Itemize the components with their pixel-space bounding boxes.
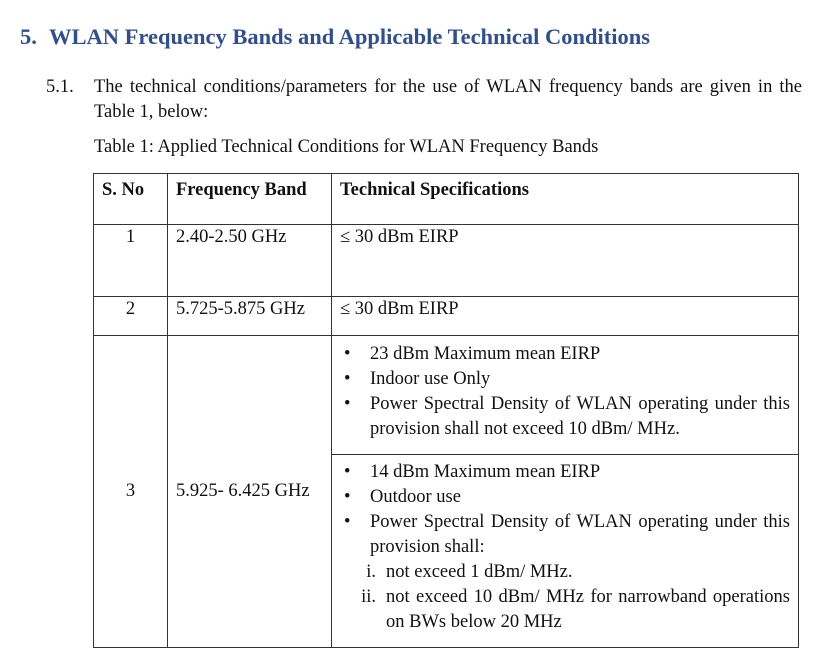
outdoor-sub-list <box>340 560 790 635</box>
sub-list-text: not exceed 10 dBm/ MHz for narrowband operations on BWs below 20 MHz <box>386 587 790 632</box>
cell-spec-indoor <box>332 336 799 455</box>
cell-band: 5.925- 6.425 GHz <box>168 336 332 648</box>
sub-list-text: not exceed 1 dBm/ MHz. <box>386 562 573 582</box>
sub-list-marker: i. <box>366 562 376 582</box>
paragraph-text: The technical conditions/parameters for the use of WLAN frequency bands are given in the Table 1, below: <box>94 77 802 122</box>
header-technical-specifications: Technical Specifications <box>332 174 799 225</box>
section-title: WLAN Frequency Bands and Applicable Technical Conditions <box>49 24 650 49</box>
paragraph-5-1 <box>46 75 802 125</box>
table-row <box>94 297 799 336</box>
cell-sno: 3 <box>94 336 168 648</box>
cell-sno: 2 <box>94 297 168 336</box>
header-frequency-band: Frequency Band <box>168 174 332 225</box>
table-caption: Table 1: Applied Technical Conditions for WLAN Frequency Bands <box>94 137 599 157</box>
table-row <box>94 225 799 297</box>
sub-list-marker: ii. <box>361 587 376 607</box>
list-item: • Indoor use Only <box>340 367 790 392</box>
list-item: • Power Spectral Density of WLAN operating under this provision shall not exceed 10 dBm/ MHz. <box>340 392 790 442</box>
cell-spec: ≤ 30 dBm EIRP <box>332 297 799 336</box>
cell-sno: 1 <box>94 225 168 297</box>
cell-spec-outdoor <box>332 455 799 648</box>
list-item: • 14 dBm Maximum mean EIRP <box>340 460 790 485</box>
list-item: • Outdoor use <box>340 485 790 510</box>
sub-list-item <box>340 585 790 635</box>
section-number: 5. <box>20 24 37 49</box>
section-heading <box>20 24 650 50</box>
sub-list-item <box>340 560 790 585</box>
cell-band: 5.725-5.875 GHz <box>168 297 332 336</box>
cell-spec: ≤ 30 dBm EIRP <box>332 225 799 297</box>
wlan-frequency-table <box>93 173 799 648</box>
cell-band: 2.40-2.50 GHz <box>168 225 332 297</box>
list-item: • 23 dBm Maximum mean EIRP <box>340 342 790 367</box>
indoor-conditions-list <box>340 342 790 442</box>
table-header-row <box>94 174 799 225</box>
outdoor-conditions-list <box>340 460 790 560</box>
table-row <box>94 336 799 455</box>
header-sno: S. No <box>94 174 168 225</box>
paragraph-number: 5.1. <box>46 77 74 97</box>
list-item: • Power Spectral Density of WLAN operating under this provision shall: <box>340 510 790 560</box>
